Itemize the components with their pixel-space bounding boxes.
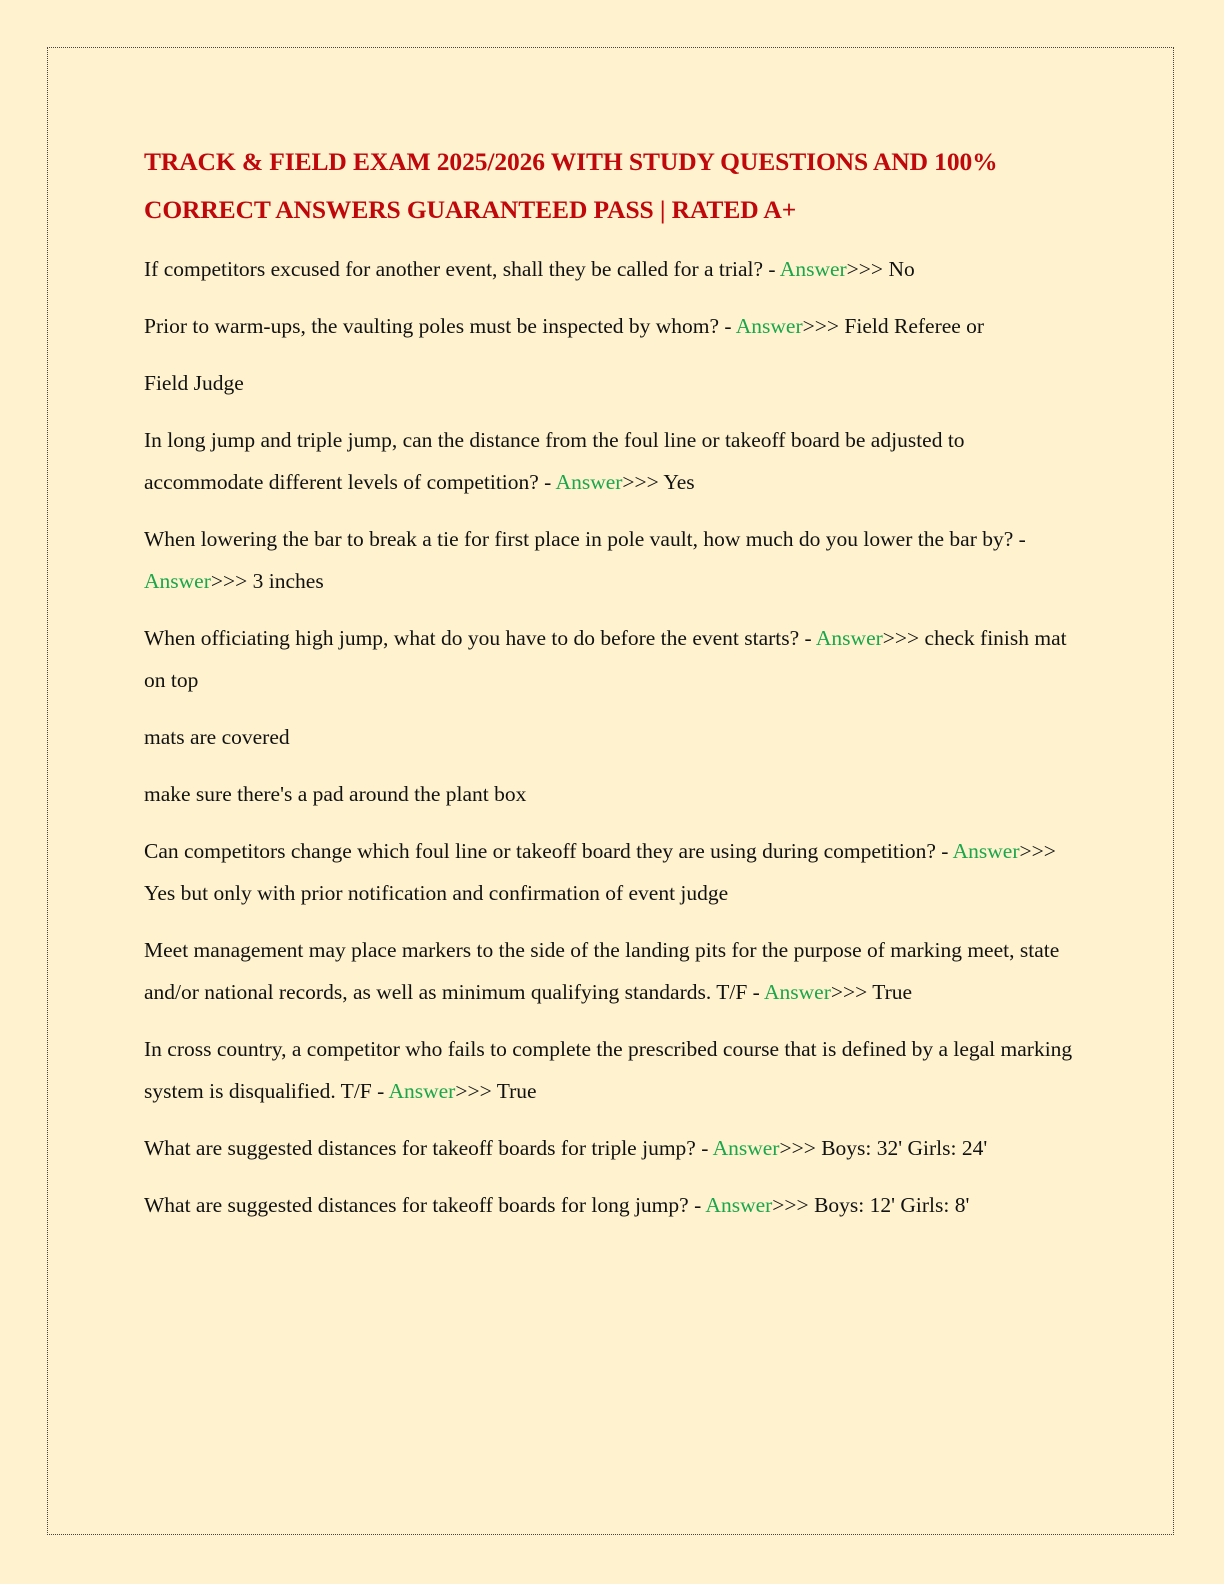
answer-text: Boys: 32' Girls: 24' — [815, 1136, 988, 1160]
answer-label: Answer — [712, 1136, 780, 1160]
qa-list — [144, 248, 1084, 1226]
answer-marker: >>> — [882, 626, 920, 650]
answer-text: True — [491, 1079, 537, 1103]
answer-marker: >>> — [455, 1079, 492, 1103]
answer-label: Answer — [764, 980, 831, 1004]
question-text: What are suggested distances for takeoff boards for triple jump? - — [144, 1136, 713, 1160]
answer-marker: >>> — [779, 1136, 816, 1160]
answer-text: 3 inches — [247, 569, 324, 593]
question-text: What are suggested distances for takeoff boards for long jump? - — [144, 1193, 706, 1217]
answer-text: Yes but only with prior notification and confirmation of event judge — [144, 881, 729, 905]
answer-marker: >>> — [622, 470, 659, 494]
answer-label: Answer — [735, 314, 803, 338]
question-text: Can competitors change which foul line or takeoff board they are using during competition? - — [144, 839, 953, 863]
question-text: In long jump and triple jump, can the distance from the foul line or takeoff board be adjusted to accommodate different levels of competition? - — [144, 428, 965, 494]
qa-item — [144, 248, 1084, 290]
answer-marker: >>> — [846, 257, 884, 281]
qa-item — [144, 1028, 1084, 1112]
answer-continuation: mats are covered — [144, 725, 290, 749]
answer-marker: >>> — [772, 1193, 809, 1217]
answer-label: Answer — [555, 470, 623, 494]
answer-label: Answer — [779, 257, 847, 281]
answer-text: True — [867, 980, 913, 1004]
qa-item — [144, 929, 1084, 1013]
answer-continuation: Field Judge — [144, 371, 244, 395]
answer-marker: >>> — [1019, 839, 1056, 863]
qa-item — [144, 617, 1084, 701]
answer-text: No — [883, 257, 915, 281]
question-text: In cross country, a competitor who fails to complete the prescribed course that is defined by a legal marking system is disqualified. T/F - — [144, 1037, 1073, 1103]
question-text: When officiating high jump, what do you have to do before the event starts? - — [144, 626, 816, 650]
qa-item — [144, 518, 1084, 602]
qa-item — [144, 1127, 1084, 1169]
answer-label: Answer — [705, 1193, 773, 1217]
qa-item — [144, 305, 1084, 347]
question-text: Prior to warm-ups, the vaulting poles must be inspected by whom? - — [144, 314, 736, 338]
answer-label: Answer — [815, 626, 883, 650]
document-body — [144, 138, 1084, 1241]
answer-text: Field Referee or — [839, 314, 985, 338]
answer-label: Answer — [144, 569, 211, 593]
answer-text: Yes — [658, 470, 695, 494]
question-text: Meet management may place markers to the side of the landing pits for the purpose of marking meet, state and/or national records, as well as minimum qualifying standards. T/F - — [144, 938, 1060, 1004]
question-text: If competitors excused for another event, shall they be called for a trial? - — [144, 257, 780, 281]
qa-item — [144, 419, 1084, 503]
answer-marker: >>> — [802, 314, 840, 338]
question-text: When lowering the bar to break a tie for first place in pole vault, how much do you lower the bar by? - — [144, 527, 1026, 551]
answer-text: Boys: 12' Girls: 8' — [808, 1193, 970, 1217]
answer-label: Answer — [388, 1079, 456, 1103]
answer-continuation: make sure there's a pad around the plant box — [144, 782, 527, 806]
qa-item — [144, 830, 1084, 914]
document-title: TRACK & FIELD EXAM 2025/2026 WITH STUDY QUESTIONS AND 100% CORRECT ANSWERS GUARANTEED PASS | RATED A+ — [144, 147, 998, 224]
answer-text: check finish mat on top — [144, 626, 1067, 692]
qa-item — [144, 1184, 1084, 1226]
answer-marker: >>> — [210, 569, 248, 593]
answer-label: Answer — [952, 839, 1020, 863]
answer-marker: >>> — [830, 980, 868, 1004]
